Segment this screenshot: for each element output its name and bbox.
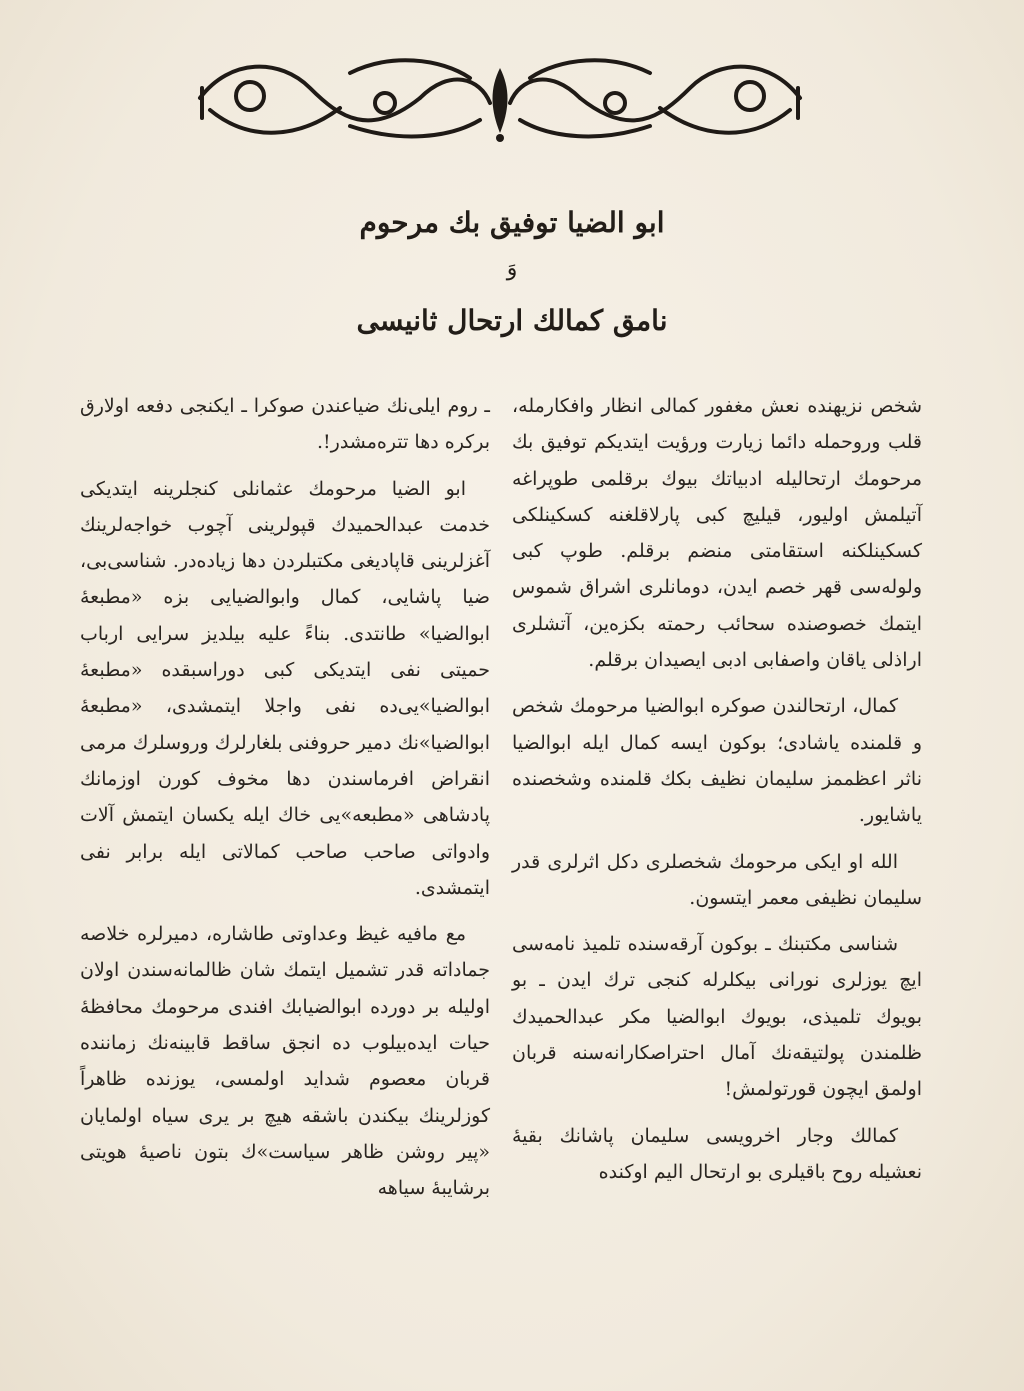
paragraph: مع مافیه غیظ وعداوتی طاشاره، دمیرلره خلاصه جماداته قدر تشمیل ایتمك شان ظالمانه‌سندن اولان اولیله بر دورده ابوالضیابك افندی مرحومك محافظهٔ حیات ایده‌بیلوب ده انجق ساقط قابینه‌نك زماننده قربان معصوم شداید اولمسی، یوزنده ظاهراً کوزلرینك بیکندن باشقه هیچ بر یری سیاه اولمایان «پیر روشن ظاهر سیاست»ك بتون ناصیهٔ هویتی برشایبهٔ سیاهه xyxy=(80,923,490,1200)
ornamental-header-border xyxy=(190,48,810,148)
paragraph: شناسی مکتبنك ـ بوکون آرقه‌سنده تلمیذ نامه‌سی ایچ یوزلری نورانی بیکلرله کنجی ترك ایدن ـ بو بویوك تلمیذی، بویوك ابوالضیا مکر عبدالحمیدك ظلمندن پولتیقه‌نك آمال احتراصکارانه‌سنه قربان اولمق ایچون قورتولمش! xyxy=(512,933,922,1101)
paragraph: الله او ایکی مرحومك شخصلری دکل اثرلری قدر سلیمان نظیفی معمر ایتسون. xyxy=(512,850,922,909)
paragraph: ـ روم ایلی‌نك ضیاعندن صوکرا ـ ایکنجی دفعه اولارق برکره دها تتره‌مشدر!. xyxy=(80,395,490,454)
article-title: ابو الضیا توفیق بك مرحوم xyxy=(359,206,665,239)
article-subtitle: نامق کمالك ارتحال ثانیسی xyxy=(356,304,668,337)
paragraph: ابو الضیا مرحومك عثمانلی کنجلرینه ایتدیکی خدمت عبدالحمیدك قپولرینی آچوب خواجه‌لرینك آغزلرینی قاپادیغی مکتبلردن دها زیاده‌در. شناسی‌بی، ضیا پاشایی، کمال وابوالضیایی بزه «مطبعهٔ ابوالضیا» طانتدی. بناءً علیه بیلدیز سرایی ارباب حمیتی نفی ایتدیکی کبی دوراسبقده «مطبعهٔ ابوالضیا»‌یی‌ده نفی واجلا ایتمشدی، «مطبعهٔ ابوالضیا»نك دمیر حروفنی بلغارلرك وروسلرك مرمی انقراض افرماسندن دها مخوف کورن اوزمانك پادشاهی «مطبعه»‌یی خاك ایله یکسان ایتمش آلات وادواتی صاحب صاحب کمالاتی ایله برابر نفی ایتمشدی. xyxy=(80,477,490,899)
paragraph: کمال، ارتحالندن صوکره ابوالضیا مرحومك شخص و قلمنده یاشادی؛ بوکون ایسه کمال ایله ابوالضیا ناثر اعظممز سلیمان نظیف بکك قلمنده وشخصنده یاشایور. xyxy=(512,695,922,827)
paragraph: شخص نزیهنده نعش مغفور کمالی انظار وافکارمله، قلب وروحمله دائما زیارت ورؤیت ایتدیکم توفیق بك مرحومك ارتحالیله ادبیاتك بیوك برقلمی طوپراغه آتیلمش اولیور، قیلیچ کبی پارلاقلغنه کسکینلکی کسکینلکنه استقامتی منضم برقلم. طوپ کبی ولوله‌سی قهر خصم ایدن، دومانلری اشراق شموس ایتمك خصوصنده سحائب رحمته بکزه‌ین، آتشلری اراذلی یاقان واصفابی ادبی ایصیدان برقلم. xyxy=(512,395,922,672)
paragraph: کمالك وجار اخرویسی سلیمان پاشانك بقیهٔ نعشیله روح باقیلری بو ارتحال الیم اوکنده xyxy=(512,1124,922,1183)
left-text-column xyxy=(80,388,490,1217)
right-text-column xyxy=(512,388,922,1200)
title-conjunction: وَ xyxy=(506,256,518,281)
